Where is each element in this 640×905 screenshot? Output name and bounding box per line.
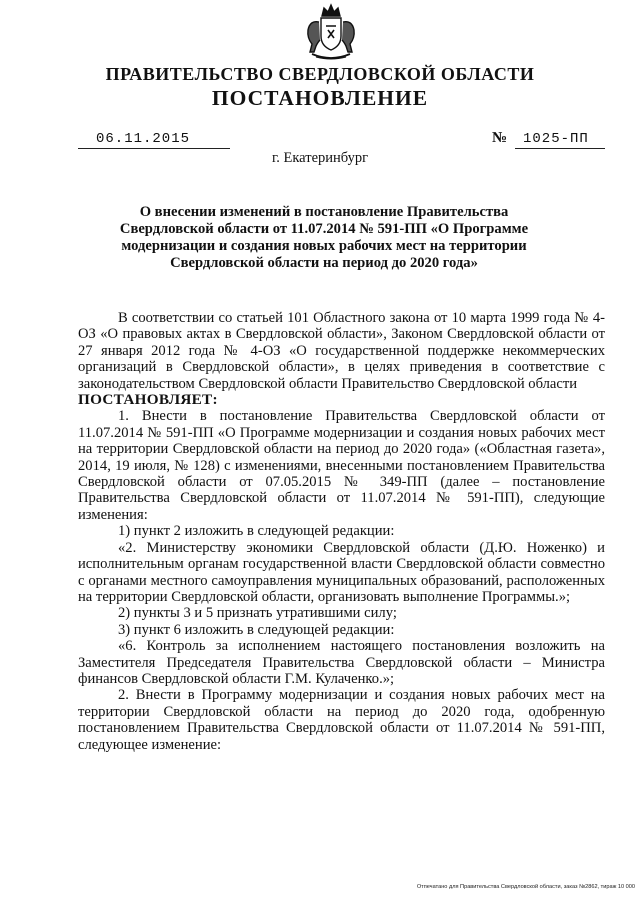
document-number: 1025-ПП xyxy=(515,131,605,149)
city: г. Екатеринбург xyxy=(271,150,369,166)
paragraph: «2. Министерству экономики Свердловской области (Д.Ю. Ноженко) и исполнительным органам государственной власти Свердловской области совместно с органами местного самоуправления муниципальных образований, расположенных на территории Свердловской области, организовать выполнение Программы.»; xyxy=(78,539,605,605)
print-footer: Отпечатано для Правительства Свердловской области, заказ №2862, тираж 10 000 xyxy=(416,884,635,890)
number-label: № xyxy=(492,130,508,146)
document-type: ПОСТАНОВЛЕНИЕ xyxy=(211,86,429,110)
coat-of-arms-icon xyxy=(302,2,360,62)
resolves-heading: ПОСТАНОВЛЯЕТ: xyxy=(78,391,218,409)
preamble: В соответствии со статьей 101 Областного закона от 10 марта 1999 года № 4-ОЗ «О правовых актах в Свердловской области», Законом Свердловской области от 27 января 2012 года № 4-ОЗ «О государственной поддержке некоммерческих организаций в Свердловской области», в целях приведения в соответствие с законодательством Свердловской области Правительство Свердловской области xyxy=(78,310,605,392)
paragraph: 2. Внести в Программу модернизации и создания новых рабочих мест на территории Свердловской области на период до 2020 года, одобренную постановлением Правительства Свердловской области от 11.07.2014 № 591-ПП, следующее изменение: xyxy=(78,687,605,753)
paragraph: 1. Внести в постановление Правительства Свердловской области от 11.07.2014 № 591-ПП «О Программе модернизации и создания новых рабочих мест на территории Свердловской области на период до 2020 года» («Областная газета», 2014, 19 июля, № 128) с изменениями, внесенными постановлением Правительства Свердловской области от 07.05.2015 № 349-ПП (далее – постановление Правительства Свердловской области от 11.07.2014 № 591-ПП), следующие изменения: xyxy=(78,408,605,523)
document-date: 06.11.2015 xyxy=(78,131,230,149)
paragraph: 3) пункт 6 изложить в следующей редакции: xyxy=(118,621,395,638)
paragraph: 2) пункты 3 и 5 признать утратившими силу; xyxy=(118,605,397,622)
organization-name: ПРАВИТЕЛЬСТВО СВЕРДЛОВСКОЙ ОБЛАСТИ xyxy=(105,64,535,84)
paragraph: 1) пункт 2 изложить в следующей редакции: xyxy=(118,523,395,540)
paragraph: «6. Контроль за исполнением настоящего постановления возложить на Заместителя Председателя Правительства Свердловской области – Министра финансов Свердловской области Г.М. Кулаченко.»; xyxy=(78,638,605,687)
document-body xyxy=(78,310,605,753)
document-title: О внесении изменений в постановление Правительства Свердловской области от 11.07.2014 № 591-ПП «О Программе модернизации и создания новых рабочих мест на территории Свердловской области на период до 2020 года» xyxy=(119,204,529,271)
